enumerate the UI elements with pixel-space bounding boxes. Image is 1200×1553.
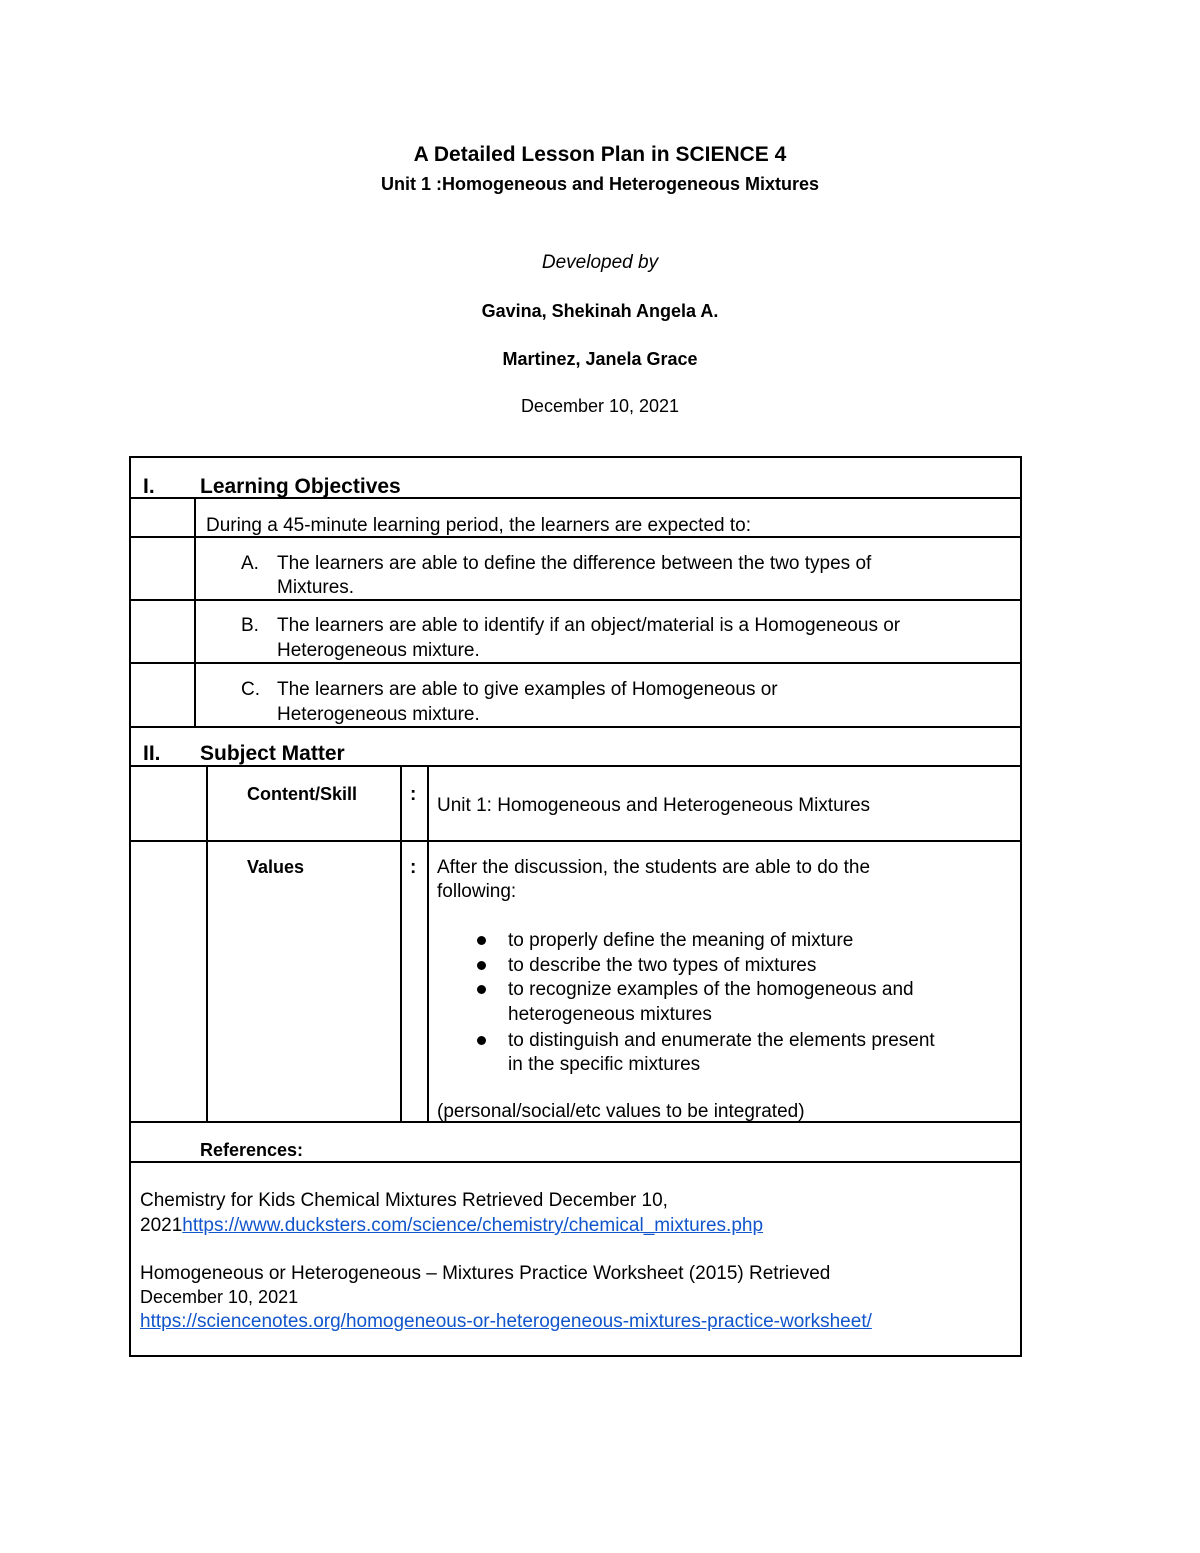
bullet-icon [477, 961, 486, 970]
lesson-plan-table [129, 456, 1022, 1357]
section-heading: Subject Matter [200, 742, 345, 765]
table-divider [400, 765, 402, 1123]
table-divider [131, 599, 1020, 601]
bullet-icon [477, 936, 486, 945]
reference-text: December 10, 2021 [140, 1287, 299, 1307]
reference-link[interactable]: https://www.ducksters.com/science/chemistry/chemical_mixtures.php [182, 1215, 764, 1236]
table-divider [427, 765, 429, 1123]
author-name: Martinez, Janela Grace [502, 349, 698, 369]
table-divider [131, 726, 1020, 728]
reference-link[interactable]: https://sciencenotes.org/homogeneous-or-heterogeneous-mixtures-practice-worksheet/ [140, 1311, 872, 1332]
colon-separator: : [410, 857, 417, 878]
values-bullet: to recognize examples of the homogeneous and [508, 979, 914, 1000]
bullet-icon [477, 985, 486, 994]
table-divider [194, 497, 196, 728]
section-heading: Learning Objectives [200, 475, 401, 498]
document-date: December 10, 2021 [520, 396, 680, 416]
values-intro: following: [437, 881, 517, 902]
page-title: A Detailed Lesson Plan in SCIENCE 4 [413, 143, 787, 166]
content-skill-label: Content/Skill [247, 784, 358, 804]
content-skill-value: Unit 1: Homogeneous and Heterogeneous Mixtures [437, 795, 871, 816]
objective-text: Mixtures. [277, 577, 355, 598]
objective-text: Heterogeneous mixture. [277, 704, 480, 725]
objective-text: The learners are able to identify if an object/material is a Homogeneous or [277, 615, 901, 636]
objectives-intro: During a 45-minute learning period, the learners are expected to: [206, 515, 751, 536]
values-label: Values [247, 857, 305, 877]
table-divider [131, 662, 1020, 664]
objective-text: The learners are able to define the difference between the two types of [277, 553, 872, 574]
objective-letter: A. [241, 553, 259, 574]
reference-entry [140, 1213, 763, 1238]
table-divider [206, 765, 208, 1123]
reference-year: 2021 [140, 1215, 183, 1236]
page-subtitle: Unit 1 :Homogeneous and Heterogeneous Mixtures [380, 174, 820, 194]
values-bullet: to distinguish and enumerate the elements present [508, 1030, 935, 1051]
reference-text: Homogeneous or Heterogeneous – Mixtures Practice Worksheet (2015) Retrieved [140, 1263, 831, 1284]
values-bullet: to properly define the meaning of mixture [508, 930, 854, 951]
developed-by-label: Developed by [541, 252, 659, 273]
colon-separator: : [410, 784, 417, 805]
objective-letter: B. [241, 615, 259, 636]
objective-letter: C. [241, 679, 260, 700]
values-bullet: heterogeneous mixtures [508, 1004, 712, 1025]
objective-text: The learners are able to give examples of Homogeneous or [277, 679, 778, 700]
references-heading: References: [200, 1140, 304, 1160]
reference-entry [140, 1309, 872, 1334]
values-bullet: to describe the two types of mixtures [508, 955, 817, 976]
section-numeral: II. [143, 742, 161, 765]
section-numeral: I. [143, 475, 155, 498]
reference-text: Chemistry for Kids Chemical Mixtures Retrieved December 10, [140, 1190, 668, 1211]
values-intro: After the discussion, the students are able to do the [437, 857, 871, 878]
author-name: Gavina, Shekinah Angela A. [481, 301, 719, 321]
table-divider [131, 840, 1020, 842]
objective-text: Heterogeneous mixture. [277, 640, 480, 661]
values-bullet: in the specific mixtures [508, 1054, 701, 1075]
bullet-icon [477, 1036, 486, 1045]
values-note: (personal/social/etc values to be integrated) [437, 1101, 805, 1122]
